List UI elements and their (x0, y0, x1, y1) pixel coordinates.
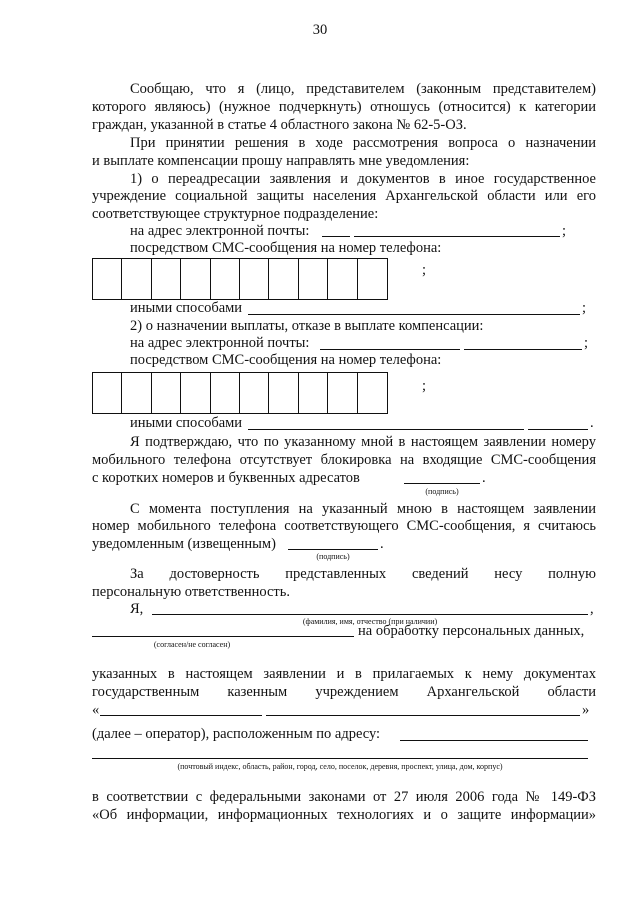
consent-operator-label: (далее – оператор), расположенным по адресу: (92, 726, 381, 742)
phone-digit-cell[interactable] (358, 373, 387, 413)
phone-digit-cell[interactable] (211, 259, 240, 299)
phone-digit-cell[interactable] (328, 373, 357, 413)
phone-digit-cell[interactable] (240, 259, 269, 299)
consent-address-caption: (почтовый индекс, область, район, город, село, поселок, деревня, проспект, улица, дом, корпус) (177, 762, 503, 771)
section-2-phone-grid[interactable] (92, 372, 388, 414)
section-2-email-semicolon: ; (584, 335, 589, 351)
section-2-email-field-part-1[interactable] (320, 349, 460, 350)
phone-digit-cell[interactable] (181, 259, 210, 299)
consent-line-2: государственным казенным учреждением Архангельской области (92, 684, 596, 700)
notify-signature-field[interactable] (288, 549, 378, 550)
section-1-other-semicolon: ; (582, 300, 587, 316)
section-1-line-1: 1) о переадресации заявления и документов в иное государственное (130, 171, 596, 187)
section-2-other-period: . (590, 415, 594, 431)
section-2-other-field-part-2[interactable] (528, 429, 588, 430)
phone-digit-cell[interactable] (152, 259, 181, 299)
consent-full-name-field[interactable] (152, 614, 588, 615)
consent-address-field-line-2[interactable] (92, 758, 588, 759)
consent-quote-close: » (582, 702, 590, 718)
phone-digit-cell[interactable] (269, 373, 298, 413)
paragraph-category-line-3: граждан, указанной в статье 4 областного закона № 62-5-ОЗ. (92, 117, 467, 133)
paragraph-decision-line-1: При принятии решения в ходе рассмотрения вопроса о назначении (130, 135, 596, 151)
phone-digit-cell[interactable] (122, 373, 151, 413)
consent-agree-caption: (согласен/не согласен) (153, 640, 231, 649)
paragraph-category-line-1: Сообщаю, что я (лицо, представителем (законным представителем) (130, 81, 596, 97)
section-1-email-semicolon: ; (562, 223, 567, 239)
consent-i-label: Я, (130, 601, 144, 617)
section-1-other-field[interactable] (248, 314, 580, 315)
confirm-signature-field[interactable] (404, 483, 480, 484)
consent-address-field-line-1[interactable] (400, 740, 588, 741)
section-2-email-label: на адрес электронной почты: (130, 335, 310, 351)
confirm-period: . (482, 470, 486, 486)
notify-line-2: номер мобильного телефона соответствующего СМС-сообщения, я считаюсь (92, 518, 596, 534)
phone-digit-cell[interactable] (240, 373, 269, 413)
paragraph-category-line-2: которого являюсь) (нужное подчеркнуть) отношусь (относится) к категории (92, 99, 596, 115)
section-2-other-field-part-1[interactable] (248, 429, 524, 430)
phone-digit-cell[interactable] (358, 259, 387, 299)
section-1-sms-label: посредством СМС-сообщения на номер телефона: (130, 240, 442, 256)
notify-signature-caption: (подпись) (316, 552, 350, 561)
page-number: 30 (312, 22, 328, 38)
phone-digit-cell[interactable] (299, 259, 328, 299)
law-line-1: в соответствии с федеральными законами от 27 июля 2006 года № 149-ФЗ (92, 789, 596, 805)
phone-digit-cell[interactable] (211, 373, 240, 413)
section-1-email-field-part-1[interactable] (322, 236, 350, 237)
phone-digit-cell[interactable] (93, 373, 122, 413)
section-1-email-field-part-2[interactable] (354, 236, 560, 237)
notify-period: . (380, 536, 384, 552)
phone-digit-cell[interactable] (269, 259, 298, 299)
notify-line-1: С момента поступления на указанный мною в настоящем заявлении (130, 501, 596, 517)
consent-processing-text: на обработку персональных данных, (358, 623, 585, 639)
consent-quote-open: « (92, 702, 100, 718)
section-2-title: 2) о назначении выплаты, отказе в выплате компенсации: (130, 318, 484, 334)
section-1-phone-grid[interactable] (92, 258, 388, 300)
notify-line-3: уведомленным (извещенным) (92, 536, 276, 552)
section-1-line-2: учреждение социальной защиты населения Архангельской области или его (92, 188, 596, 204)
section-1-email-label: на адрес электронной почты: (130, 223, 310, 239)
phone-digit-cell[interactable] (152, 373, 181, 413)
section-2-sms-label: посредством СМС-сообщения на номер телефона: (130, 352, 442, 368)
section-1-other-label: иными способами (130, 300, 243, 316)
consent-institution-field-part-2[interactable] (266, 715, 580, 716)
section-2-phone-semicolon: ; (422, 378, 427, 394)
paragraph-decision-line-2: и выплате компенсации прошу направлять мне уведомления: (92, 153, 470, 169)
responsibility-line-1: За достоверность представленных сведений несу полную (130, 566, 596, 582)
consent-agree-field[interactable] (92, 636, 354, 637)
confirm-line-1: Я подтверждаю, что по указанному мной в настоящем заявлении номеру (130, 434, 596, 450)
section-2-other-label: иными способами (130, 415, 243, 431)
phone-digit-cell[interactable] (181, 373, 210, 413)
confirm-line-3: с коротких номеров и буквенных адресатов (92, 470, 360, 486)
confirm-line-2: мобильного телефона отсутствует блокировка на входящие СМС-сообщения (92, 452, 596, 468)
confirm-signature-caption: (подпись) (425, 487, 459, 496)
consent-line-1: указанных в настоящем заявлении и в прилагаемых к нему документах (92, 666, 596, 682)
consent-full-name-caption: (фамилия, имя, отчество (при наличии) (302, 617, 438, 626)
consent-comma: , (590, 601, 594, 617)
section-2-email-field-part-2[interactable] (464, 349, 582, 350)
phone-digit-cell[interactable] (299, 373, 328, 413)
phone-digit-cell[interactable] (93, 259, 122, 299)
responsibility-line-2: персональную ответственность. (92, 584, 290, 600)
section-1-line-3: соответствующее структурное подразделение: (92, 206, 379, 222)
section-1-phone-semicolon: ; (422, 262, 427, 278)
phone-digit-cell[interactable] (122, 259, 151, 299)
consent-institution-field-part-1[interactable] (100, 715, 262, 716)
phone-digit-cell[interactable] (328, 259, 357, 299)
law-line-2: «Об информации, информационных технологиях и о защите информации» (92, 807, 596, 823)
